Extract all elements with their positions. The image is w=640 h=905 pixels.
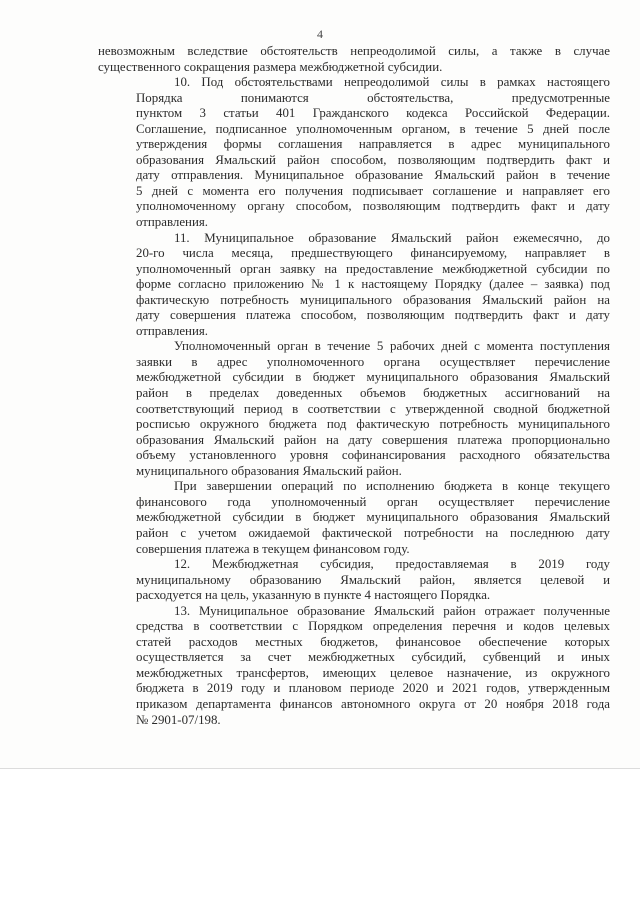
text-line: образования Ямальский район способом, позволяющим подтвердить факт и (136, 152, 610, 167)
text-line: дату отправления. Муниципальное образование Ямальский район в течение (136, 168, 610, 183)
text-line: заявки в адрес уполномоченного органа осуществляет перечисление (136, 354, 610, 369)
text-line: муниципального образования Ямальский район. (136, 463, 402, 478)
text-line: фактическую потребность муниципального образования Ямальский район на (136, 292, 610, 307)
text-line: статей расходов местных бюджетов, финансовое обеспечение которых (136, 634, 610, 649)
paragraph-p11c (98, 479, 610, 557)
text-line: 5 дней с момента его получения подписывает соглашение и направляет его (136, 183, 610, 198)
text-line: существенного сокращения размера межбюджетной субсидии. (98, 59, 443, 74)
text-line: № 2901-07/198. (136, 712, 221, 727)
text-line: объему установленного уровня софинансирования расходного обязательства (136, 448, 610, 463)
text-line: дату совершения платежа способом, позволяющим подтвердить факт и дату (136, 308, 610, 323)
text-line: пунктом 3 статьи 401 Гражданского кодекса Российской Федерации. (136, 106, 610, 121)
text-line: приказом департамента финансов автономного округа от 20 ноября 2018 года (136, 696, 610, 711)
text-line: При завершении операций по исполнению бюджета в конце текущего (174, 479, 610, 494)
text-line: уполномоченный орган заявку на предоставление межбюджетной субсидии по (136, 261, 610, 276)
text-line: межбюджетной субсидии в бюджет муниципального образования Ямальский (136, 510, 610, 525)
text-line: муниципальному образованию Ямальский район, является целевой и (136, 572, 610, 587)
text-line: 10. Под обстоятельствами непреодолимой силы в рамках настоящего (174, 75, 610, 90)
text-line: соответствующий период в соответствии с утвержденной сводной бюджетной (136, 401, 610, 416)
text-line: образования Ямальский район на дату совершения платежа пропорционально (136, 432, 610, 447)
text-line: средства в соответствии с Порядком определения перечня и кодов целевых (136, 619, 610, 634)
text-line: расходуется на цель, указанную в пункте 4 настоящего Порядка. (136, 588, 491, 603)
text-line: 13. Муниципальное образование Ямальский район отражает полученные (174, 603, 610, 618)
text-line: совершения платежа в текущем финансовом году. (136, 541, 410, 556)
paragraph-p11b (98, 339, 610, 479)
text-line: 20-го числа месяца, предшествующего финансируемому, направляет в (136, 246, 610, 261)
text-line: 11. Муниципальное образование Ямальский район ежемесячно, до (174, 230, 610, 245)
text-line: утверждения формы соглашения направляется в адрес муниципального (136, 137, 610, 152)
document-body (98, 44, 610, 728)
text-line: осуществляется за счет межбюджетных субсидий, субвенций и иных (136, 650, 610, 665)
text-line: уполномоченному органу способом, позволяющим подтвердить факт и дату (136, 199, 610, 214)
text-line: росписью окружного бюджета под фактическую потребность муниципального (136, 417, 610, 432)
text-line: отправления. (136, 215, 208, 230)
text-line: финансового года уполномоченный орган осуществляет перечисление (136, 494, 610, 509)
text-line: межбюджетной субсидии в бюджет муниципального образования Ямальский (136, 370, 610, 385)
text-line: район в пределах доведенных объемов бюджетных ассигнований на (136, 386, 610, 401)
paragraph-p0 (98, 44, 610, 75)
paragraph-p13 (98, 604, 610, 728)
text-line: межбюджетных трансфертов, имеющих целевое назначение, из окружного (136, 665, 610, 680)
paragraph-p10 (98, 75, 610, 230)
page-number: 4 (317, 27, 323, 41)
text-line: отправления. (136, 323, 208, 338)
text-line: район с учетом ожидаемой фактической потребности на последнюю дату (136, 525, 610, 540)
paragraph-p12 (98, 557, 610, 604)
text-line: невозможным вследствие обстоятельств непреодолимой силы, а также в случае (98, 44, 610, 58)
text-line: форме согласно приложению № 1 к настоящему Порядку (далее – заявка) под (136, 277, 610, 292)
text-line: бюджета в 2019 году и плановом периоде 2020 и 2021 годов, утвержденным (136, 681, 610, 696)
text-line: Уполномоченный орган в течение 5 рабочих дней с момента поступления (174, 339, 610, 354)
text-line: Порядка понимаются обстоятельства, предусмотренные (136, 90, 610, 105)
paragraph-p11 (98, 231, 610, 340)
text-line: Соглашение, подписанное уполномоченным органом, в течение 5 дней после (136, 121, 610, 136)
text-line: 12. Межбюджетная субсидия, предоставляемая в 2019 году (174, 557, 610, 572)
